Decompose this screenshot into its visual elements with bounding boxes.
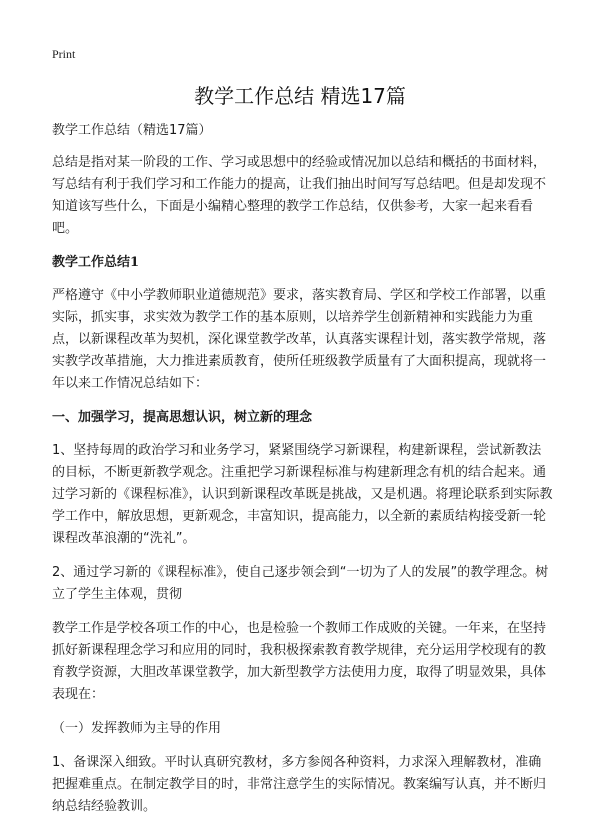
print-link[interactable]: Print (52, 47, 76, 61)
subsection-heading: （一）发挥教师为主导的作用 (52, 721, 222, 736)
list-item: 1、备课深入细致。平时认真研究教材，多方参阅各种资料，力求深入理解教材，准确把握难重点。在制定教学目的时，非常注意学生的实际情况。教案编写认真，并不断归纳总结经验教训。 (52, 755, 547, 814)
document-body (52, 120, 554, 818)
page-title: 教学工作总结 精选17篇 (194, 84, 406, 108)
doc-subtitle: 教学工作总结（精选17篇） (52, 123, 212, 138)
body-paragraph: 教学工作是学校各项工作的中心，也是检验一个教师工作成败的关键。一年来，在坚持抓好新课程理念学习和应用的同时，我积极探索教育教学规律，充分运用学校现有的教育教学资源，大胆改革课堂教学，加大新型教学方法使用力度，取得了明显效果，具体表现在： (52, 621, 547, 702)
part-heading: 一、加强学习，提高思想认识，树立新的理念 (52, 410, 313, 425)
intro-paragraph: 总结是指对某一阶段的工作、学习或思想中的经验或情况加以总结和概括的书面材料，写总结有利于我们学习和工作能力的提高，让我们抽出时间写写总结吧。但是却发现不知道该写些什么，下面是小编精心整理的教学工作总结，仅供参考，大家一起来看看吧。 (52, 155, 547, 236)
list-item: 2、通过学习新的《课程标准》，使自己逐步领会到“一切为了人的发展”的教学理念。树立了学生主体观，贯彻 (52, 565, 549, 602)
list-item: 1、坚持每周的政治学习和业务学习，紧紧围绕学习新课程，构建新课程，尝试新教法的目标，不断更新教学观念。注重把学习新课程标准与构建新理念有机的结合起来。通过学习新的《课程标准》，认识到新课程改革既是挑战，又是机遇。将理论联系到实际教学工作中，解放思想，更新观念，丰富知识，提高能力，以全新的素质结构接受新一轮课程改革浪潮的“洗礼”。 (52, 443, 553, 546)
section-paragraph: 严格遵守《中小学教师职业道德规范》要求，落实教育局、学区和学校工作部署，以重实际，抓实事，求实效为教学工作的基本原则，以培养学生创新精神和实践能力为重点，以新课程改革为契机，深化课堂教学改革，认真落实课程计划，落实教学常规，落实教学改革措施，大力推进素质教育，使所任班级教学质量有了大面积提高，现就将一年以来工作情况总结如下： (52, 288, 547, 391)
section-heading: 教学工作总结1 (52, 255, 140, 270)
